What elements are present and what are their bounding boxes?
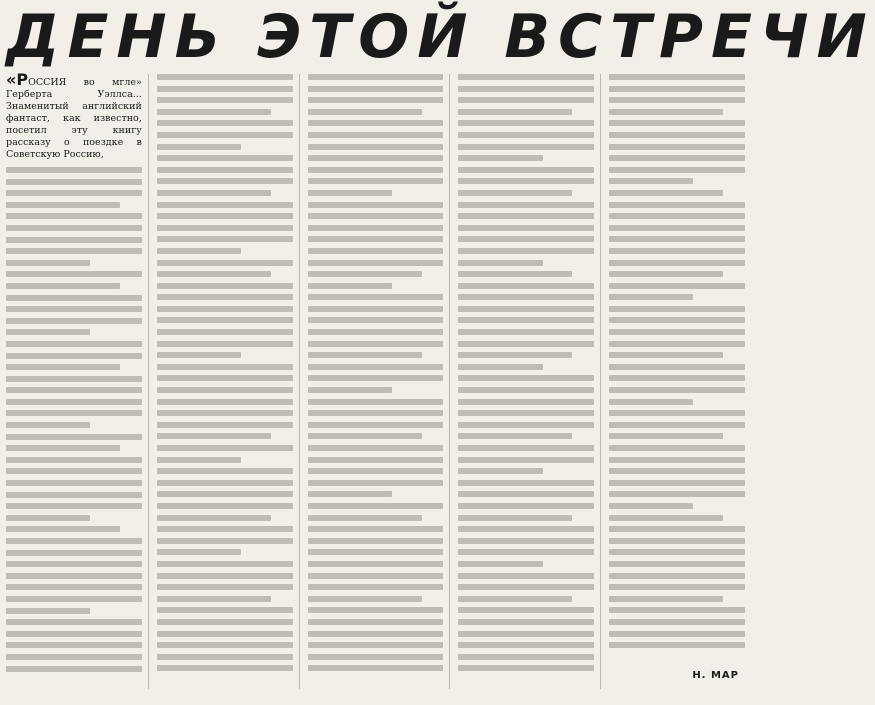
text-line-placeholder — [157, 573, 293, 579]
text-line-placeholder — [6, 480, 142, 486]
text-line-placeholder — [157, 445, 293, 451]
text-line-placeholder — [458, 503, 594, 509]
text-line-placeholder — [6, 295, 142, 301]
text-line-placeholder — [6, 434, 142, 440]
text-line-placeholder — [6, 526, 120, 532]
text-line-placeholder — [609, 619, 745, 625]
text-line-placeholder — [157, 364, 293, 370]
text-line-placeholder — [458, 248, 594, 254]
text-column-4 — [458, 74, 601, 689]
text-line-placeholder — [157, 515, 271, 521]
text-line-placeholder — [157, 503, 293, 509]
text-line-placeholder — [308, 213, 444, 219]
text-line-placeholder — [609, 642, 745, 648]
text-line-placeholder — [609, 260, 745, 266]
text-line-placeholder — [6, 573, 142, 579]
text-line-placeholder — [157, 260, 293, 266]
text-line-placeholder — [6, 387, 142, 393]
text-line-placeholder — [157, 144, 241, 150]
text-line-placeholder — [157, 561, 293, 567]
text-line-placeholder — [308, 132, 444, 138]
text-line-placeholder — [6, 584, 142, 590]
text-line-placeholder — [157, 352, 241, 358]
text-column-5 — [609, 74, 745, 689]
text-line-placeholder — [609, 515, 723, 521]
text-line-placeholder — [609, 364, 745, 370]
text-line-placeholder — [458, 665, 594, 671]
text-line-placeholder — [308, 515, 422, 521]
text-line-placeholder — [609, 445, 745, 451]
article-headline: ДЕНЬ ЭТОЙ ВСТРЕЧИ — [6, 2, 875, 72]
text-placeholder — [609, 74, 745, 648]
text-line-placeholder — [458, 584, 594, 590]
text-line-placeholder — [458, 271, 572, 277]
text-line-placeholder — [6, 329, 90, 335]
text-line-placeholder — [609, 225, 745, 231]
text-line-placeholder — [6, 399, 142, 405]
text-line-placeholder — [609, 109, 723, 115]
text-line-placeholder — [458, 109, 572, 115]
text-line-placeholder — [458, 306, 594, 312]
text-line-placeholder — [308, 445, 444, 451]
text-line-placeholder — [458, 317, 594, 323]
text-line-placeholder — [308, 607, 444, 613]
text-line-placeholder — [458, 213, 594, 219]
text-line-placeholder — [458, 294, 594, 300]
text-line-placeholder — [458, 561, 542, 567]
text-line-placeholder — [157, 248, 241, 254]
text-line-placeholder — [458, 74, 594, 80]
text-line-placeholder — [157, 283, 293, 289]
text-line-placeholder — [157, 109, 271, 115]
text-line-placeholder — [157, 480, 293, 486]
text-line-placeholder — [609, 144, 745, 150]
text-line-placeholder — [308, 341, 444, 347]
text-line-placeholder — [6, 248, 142, 254]
text-line-placeholder — [6, 376, 142, 382]
text-line-placeholder — [157, 410, 293, 416]
text-line-placeholder — [458, 619, 594, 625]
text-line-placeholder — [609, 399, 693, 405]
text-line-placeholder — [609, 526, 745, 532]
text-line-placeholder — [157, 387, 293, 393]
text-line-placeholder — [458, 445, 594, 451]
text-line-placeholder — [6, 364, 120, 370]
text-line-placeholder — [308, 584, 444, 590]
text-line-placeholder — [308, 526, 444, 532]
text-line-placeholder — [308, 573, 444, 579]
text-line-placeholder — [6, 283, 120, 289]
text-placeholder — [6, 167, 142, 672]
text-line-placeholder — [157, 457, 241, 463]
text-line-placeholder — [308, 283, 392, 289]
text-line-placeholder — [458, 329, 594, 335]
text-line-placeholder — [458, 236, 594, 242]
text-line-placeholder — [308, 503, 444, 509]
text-line-placeholder — [308, 433, 422, 439]
text-line-placeholder — [609, 155, 745, 161]
text-line-placeholder — [458, 190, 572, 196]
text-line-placeholder — [458, 225, 594, 231]
text-line-placeholder — [609, 410, 745, 416]
text-line-placeholder — [157, 213, 293, 219]
text-line-placeholder — [458, 375, 594, 381]
text-line-placeholder — [609, 178, 693, 184]
text-column-1 — [6, 70, 149, 689]
text-line-placeholder — [308, 109, 422, 115]
text-line-placeholder — [157, 202, 293, 208]
text-placeholder — [308, 74, 444, 671]
text-line-placeholder — [609, 132, 745, 138]
text-line-placeholder — [308, 86, 444, 92]
text-line-placeholder — [157, 86, 293, 92]
text-line-placeholder — [157, 375, 293, 381]
text-line-placeholder — [609, 538, 745, 544]
text-line-placeholder — [458, 491, 594, 497]
article-columns — [6, 70, 745, 689]
text-line-placeholder — [458, 283, 594, 289]
text-line-placeholder — [308, 654, 444, 660]
text-line-placeholder — [609, 248, 745, 254]
text-line-placeholder — [609, 352, 723, 358]
text-line-placeholder — [458, 167, 594, 173]
text-line-placeholder — [157, 329, 293, 335]
text-line-placeholder — [609, 503, 693, 509]
text-line-placeholder — [157, 654, 293, 660]
text-line-placeholder — [458, 549, 594, 555]
text-line-placeholder — [308, 468, 444, 474]
text-line-placeholder — [609, 294, 693, 300]
text-line-placeholder — [308, 410, 444, 416]
text-line-placeholder — [157, 317, 293, 323]
text-line-placeholder — [157, 271, 271, 277]
text-line-placeholder — [609, 457, 745, 463]
text-line-placeholder — [6, 445, 120, 451]
text-line-placeholder — [308, 178, 444, 184]
text-line-placeholder — [458, 364, 542, 370]
text-line-placeholder — [308, 294, 444, 300]
text-line-placeholder — [458, 457, 594, 463]
text-line-placeholder — [157, 607, 293, 613]
text-line-placeholder — [308, 619, 444, 625]
text-line-placeholder — [458, 387, 594, 393]
text-line-placeholder — [609, 167, 745, 173]
lead-text: ОССИЯ во мгле» Герберта Уэллса... Знаменитый английский фантаст, как известно, посетил эту книгу рассказу о поездке в Советскую Россию, — [6, 77, 142, 160]
text-line-placeholder — [157, 399, 293, 405]
text-line-placeholder — [308, 190, 392, 196]
text-line-placeholder — [308, 549, 444, 555]
text-line-placeholder — [308, 387, 392, 393]
text-line-placeholder — [308, 120, 444, 126]
text-line-placeholder — [157, 97, 293, 103]
text-line-placeholder — [157, 120, 293, 126]
text-line-placeholder — [308, 422, 444, 428]
text-placeholder — [458, 74, 594, 671]
text-line-placeholder — [308, 167, 444, 173]
text-line-placeholder — [157, 584, 293, 590]
text-line-placeholder — [6, 167, 142, 173]
text-line-placeholder — [308, 236, 444, 242]
text-line-placeholder — [458, 97, 594, 103]
text-placeholder — [157, 74, 293, 671]
text-line-placeholder — [458, 515, 572, 521]
text-line-placeholder — [6, 666, 142, 672]
text-line-placeholder — [308, 491, 392, 497]
text-line-placeholder — [458, 433, 572, 439]
text-line-placeholder — [458, 178, 594, 184]
text-line-placeholder — [6, 341, 142, 347]
text-line-placeholder — [609, 480, 745, 486]
text-line-placeholder — [308, 74, 444, 80]
text-line-placeholder — [157, 631, 293, 637]
text-line-placeholder — [157, 225, 293, 231]
text-line-placeholder — [157, 422, 293, 428]
text-line-placeholder — [609, 97, 745, 103]
text-line-placeholder — [458, 410, 594, 416]
article-byline: Н. МАР — [692, 670, 739, 681]
text-line-placeholder — [308, 538, 444, 544]
text-line-placeholder — [157, 538, 293, 544]
text-line-placeholder — [609, 387, 745, 393]
lead-paragraph — [6, 70, 142, 161]
text-line-placeholder — [308, 271, 422, 277]
text-line-placeholder — [308, 155, 444, 161]
text-line-placeholder — [6, 631, 142, 637]
text-line-placeholder — [609, 561, 745, 567]
text-line-placeholder — [609, 74, 745, 80]
text-line-placeholder — [609, 202, 745, 208]
text-line-placeholder — [609, 86, 745, 92]
text-line-placeholder — [6, 619, 142, 625]
text-line-placeholder — [6, 468, 142, 474]
text-line-placeholder — [458, 399, 594, 405]
text-line-placeholder — [157, 74, 293, 80]
text-line-placeholder — [6, 561, 142, 567]
text-line-placeholder — [458, 596, 572, 602]
text-line-placeholder — [157, 491, 293, 497]
text-line-placeholder — [6, 492, 142, 498]
text-line-placeholder — [609, 317, 745, 323]
text-line-placeholder — [458, 202, 594, 208]
text-line-placeholder — [609, 491, 745, 497]
text-line-placeholder — [308, 457, 444, 463]
text-line-placeholder — [308, 225, 444, 231]
text-line-placeholder — [609, 584, 745, 590]
text-line-placeholder — [308, 665, 444, 671]
text-line-placeholder — [6, 190, 142, 196]
text-line-placeholder — [458, 607, 594, 613]
text-line-placeholder — [6, 410, 142, 416]
text-line-placeholder — [609, 573, 745, 579]
text-line-placeholder — [157, 306, 293, 312]
text-line-placeholder — [308, 480, 444, 486]
text-line-placeholder — [6, 237, 142, 243]
text-line-placeholder — [6, 318, 142, 324]
text-line-placeholder — [308, 202, 444, 208]
text-line-placeholder — [6, 202, 120, 208]
text-line-placeholder — [308, 642, 444, 648]
text-line-placeholder — [609, 329, 745, 335]
text-line-placeholder — [458, 260, 542, 266]
text-line-placeholder — [308, 375, 444, 381]
text-line-placeholder — [157, 236, 293, 242]
text-line-placeholder — [308, 399, 444, 405]
text-line-placeholder — [157, 665, 293, 671]
text-line-placeholder — [6, 271, 142, 277]
text-line-placeholder — [308, 317, 444, 323]
text-line-placeholder — [458, 468, 542, 474]
text-line-placeholder — [157, 619, 293, 625]
text-line-placeholder — [6, 538, 142, 544]
text-line-placeholder — [6, 260, 90, 266]
text-line-placeholder — [609, 596, 723, 602]
text-line-placeholder — [157, 294, 293, 300]
text-line-placeholder — [157, 178, 293, 184]
text-line-placeholder — [157, 155, 293, 161]
text-line-placeholder — [157, 596, 271, 602]
text-line-placeholder — [308, 306, 444, 312]
text-line-placeholder — [157, 642, 293, 648]
text-line-placeholder — [6, 503, 142, 509]
text-line-placeholder — [308, 144, 444, 150]
text-line-placeholder — [308, 97, 444, 103]
text-line-placeholder — [157, 526, 293, 532]
text-line-placeholder — [458, 526, 594, 532]
text-line-placeholder — [609, 468, 745, 474]
text-line-placeholder — [609, 422, 745, 428]
text-column-3 — [308, 74, 451, 689]
text-line-placeholder — [157, 341, 293, 347]
text-line-placeholder — [458, 573, 594, 579]
text-line-placeholder — [609, 631, 745, 637]
text-line-placeholder — [157, 549, 241, 555]
text-line-placeholder — [6, 353, 142, 359]
text-line-placeholder — [609, 190, 723, 196]
text-line-placeholder — [609, 120, 745, 126]
text-line-placeholder — [609, 341, 745, 347]
text-line-placeholder — [6, 642, 142, 648]
text-line-placeholder — [6, 596, 142, 602]
text-line-placeholder — [6, 608, 90, 614]
text-line-placeholder — [308, 631, 444, 637]
text-column-2 — [157, 74, 300, 689]
text-line-placeholder — [458, 642, 594, 648]
text-line-placeholder — [458, 654, 594, 660]
text-line-placeholder — [308, 248, 444, 254]
text-line-placeholder — [6, 213, 142, 219]
text-line-placeholder — [6, 179, 142, 185]
text-line-placeholder — [609, 433, 723, 439]
text-line-placeholder — [458, 144, 594, 150]
text-line-placeholder — [308, 260, 444, 266]
text-line-placeholder — [157, 468, 293, 474]
text-line-placeholder — [308, 329, 444, 335]
lead-dropcap: «Р — [6, 70, 29, 89]
text-line-placeholder — [308, 596, 422, 602]
text-line-placeholder — [458, 480, 594, 486]
text-line-placeholder — [458, 132, 594, 138]
text-line-placeholder — [6, 550, 142, 556]
text-line-placeholder — [6, 422, 90, 428]
text-line-placeholder — [157, 190, 271, 196]
text-line-placeholder — [157, 132, 293, 138]
text-line-placeholder — [6, 515, 90, 521]
text-line-placeholder — [308, 364, 444, 370]
text-line-placeholder — [6, 654, 142, 660]
text-line-placeholder — [458, 86, 594, 92]
text-line-placeholder — [458, 155, 542, 161]
text-line-placeholder — [458, 538, 594, 544]
text-line-placeholder — [308, 561, 444, 567]
text-line-placeholder — [458, 120, 594, 126]
text-line-placeholder — [609, 607, 745, 613]
text-line-placeholder — [609, 283, 745, 289]
text-line-placeholder — [458, 341, 594, 347]
text-line-placeholder — [157, 167, 293, 173]
text-line-placeholder — [6, 457, 142, 463]
text-line-placeholder — [458, 631, 594, 637]
text-line-placeholder — [609, 213, 745, 219]
text-line-placeholder — [458, 352, 572, 358]
text-line-placeholder — [458, 422, 594, 428]
text-line-placeholder — [609, 549, 745, 555]
text-line-placeholder — [308, 352, 422, 358]
text-line-placeholder — [609, 271, 723, 277]
text-line-placeholder — [609, 306, 745, 312]
text-line-placeholder — [609, 236, 745, 242]
text-line-placeholder — [609, 375, 745, 381]
text-line-placeholder — [6, 306, 142, 312]
text-line-placeholder — [6, 225, 142, 231]
text-line-placeholder — [157, 433, 271, 439]
